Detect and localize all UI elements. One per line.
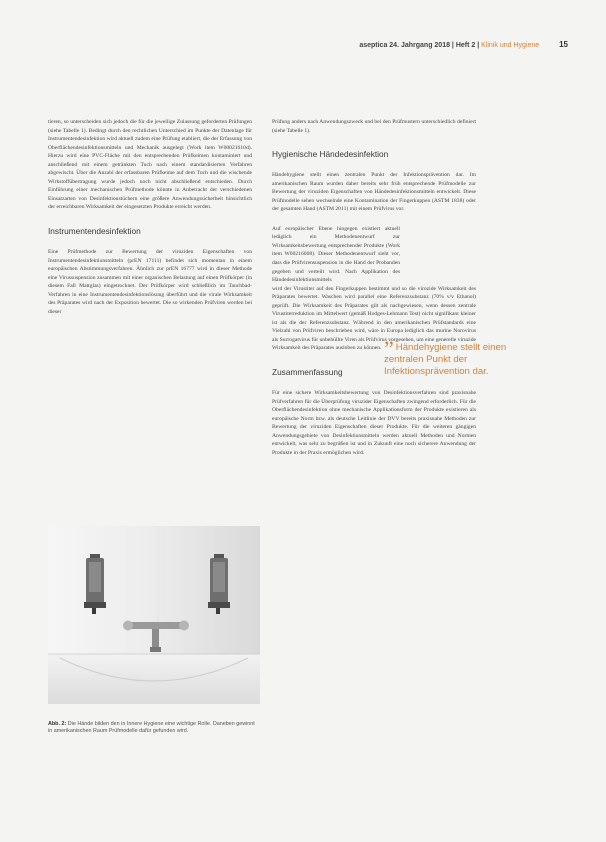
figure-photo-sink-dispensers — [48, 526, 260, 704]
right-column — [272, 118, 476, 457]
pull-quote — [384, 336, 544, 377]
figure-caption — [48, 721, 258, 736]
body-paragraph: Händehygiene stellt einen zentralen Punkt der Infektionsprävention dar. Im amerikanischen Raum wurden daher bereits sehr früh entsprechende Prüfmodelle zur Bewertung der viruziden Eigenschaften von Händedesinfektionsmitteln entwickelt. Diese Prüfmodelle sehen wechselnde eine Kontamination der Fingerkuppen (ASTM 1838) oder der gesamten Hand (ASTM 2011) mit einem Prüfvirus vor. — [272, 172, 476, 213]
body-paragraph: wird der Virustiter auf den Fingerkuppen bestimmt und so die virozide Wirksamkeit des Präparates bewertet. Waschen wird parallel eine Referenzsubstanz (70% v/v Ethanol) geprüft. Die Wirksamkeit des Präparates gilt als nachgewiesen, wenn dessen zentrale Virustiterreduktion im Mittelwert (gemäß Hodges-Lehmann Test) nicht signifikant kleiner ist als die der Referenzsubstanz. Während in den amerikanischen Prüfstandards eine Vielzahl von Prüfviren beschrieben wird, wäre in Europa lediglich das murine Norovirus als Surrogatvirus für unbehüllte Viren als Prüfvirus vorgesehen, um eine generelle viruzide Wirksamkeit des Präparates ausloben zu können. — [272, 285, 476, 352]
figure-label: Abb. 2: — [48, 721, 67, 727]
section-heading: Zusammenfassung — [272, 367, 343, 378]
sink-dispenser-illustration — [48, 526, 260, 704]
body-paragraph: Prüfung anders nach Anwendungszweck und bei den Prüfmustern unterschiedlich definiert (siehe Tabelle 1). — [272, 119, 476, 134]
body-paragraph: Eine Prüfmethode zur Bewertung der viruziden Eigenschaften von Instrumentendesinfektionsmitteln (prEN 17111) befindet sich momentan in einem europäischen Abstimmungsverfahren. Ähnlich zur prEN 16777 wird in dieser Methode eine Virussuspension zusammen mit einer organischen Belastung auf einen Prüfkörper (in diesem Fall Mattglas) eingetrocknet. Der Prüfkörper wird schließlich im Tauchbad-Verfahren in eine Instrumentendesinfektionslösung überführt und die virale Wirksamkeit des Präparates wird nach der Exposition bewertet. Die so wirkenden Prüfviren werden bei dieser — [48, 249, 252, 315]
body-paragraph: tieren, so unterscheiden sich jedoch die für die jeweilige Zulassung geforderten Prüfungen (siehe Tabelle 1). Bedingt durch den rechtlichen Unterschied im Punkte der Datenlage für Instrumentendesinfektion wird aktuell zudem eine Prüfung etabliert, die der Erfassung von Oberflächendesinfektionsmitteln und Mechanik ausgelegt (Work item W00021610d). Hierzu wird eine PVC-Fläche mit den entsprechenden Prüfkeimen kontaminiert und anschließend mit einem getränkten Tuch nach einem standardisierten Verfahren abgewischt. Über die Anzahl der erfassbaren Prüfkeime auf dem Tuch und die wischende Wirkstoffübertragung wurde jedoch noch nicht abschließend entschieden. Durch Einführung einer mechanischen Prüfmethode könnte in Anbetracht der verschiedenen Einsatzarten von Desinfektionstüchern eine größere Anwendungssicherheit hinsichtlich der erreichbaren Wirksamkeit der eingesetzten Produkte erreicht werden. — [48, 119, 252, 211]
section-heading: Hygienische Händedesinfektion — [272, 149, 389, 160]
body-paragraph: Auf europäischer Ebene hingegen existiert aktuell lediglich ein Methodenentwurf zur Wirksamkeitsbewertung entsprechender Produkte (Work item W00216008). Dieser Methodenentwurf sieht vor, dass die Prüfvirensuspension in die Hand der Probanden gegeben und verteilt wird. Nach Applikation des Händedesinfektionsmittels — [272, 225, 400, 284]
figure-caption-text: Die Hände bilden den in Innere Hygiene eine wichtige Rolle. Daneben gewinnt in amerikanischen Raum Prüfmodelle dafür gefunden wird. — [48, 721, 255, 735]
pull-quote-text: Händehygiene stellt einen zentralen Punkt der Infektionsprävention dar. — [384, 342, 507, 377]
quote-mark-icon: ” — [384, 336, 394, 361]
section-name: Klinik und Hygiene — [481, 42, 540, 49]
page-number: 15 — [559, 40, 568, 49]
journal-info: aseptica 24. Jahrgang 2018 | Heft 2 | — [359, 42, 480, 49]
body-paragraph: Für eine sichere Wirksamkeitsbewertung von Desinfektionsverfahren sind praxisnahe Prüfverfahren für die Überprüfung viruzider Eigenschaften zwingend erforderlich. Für die Oberflächendesinfektion ohne mechanische Applikationsform der Produkte existieren als europäische Norm bzw. als deutsche Leitlinie der DVV bereits praxisnahe Methoden zur Bewertung der viruziden Eigenschaften dieser Produkte. Für die weiteren gängigen Anwendungsgebiete von Desinfektionsmitteln werden aktuell Methoden und Normen entwickelt, was sehr zu begrüßen ist und in Zukunft eine noch sicherere Anwendung der Produkte in der Praxis ermöglichen wird. — [272, 390, 476, 456]
running-header — [359, 40, 568, 49]
section-heading: Instrumentendesinfektion — [48, 226, 141, 237]
left-column — [48, 118, 252, 316]
